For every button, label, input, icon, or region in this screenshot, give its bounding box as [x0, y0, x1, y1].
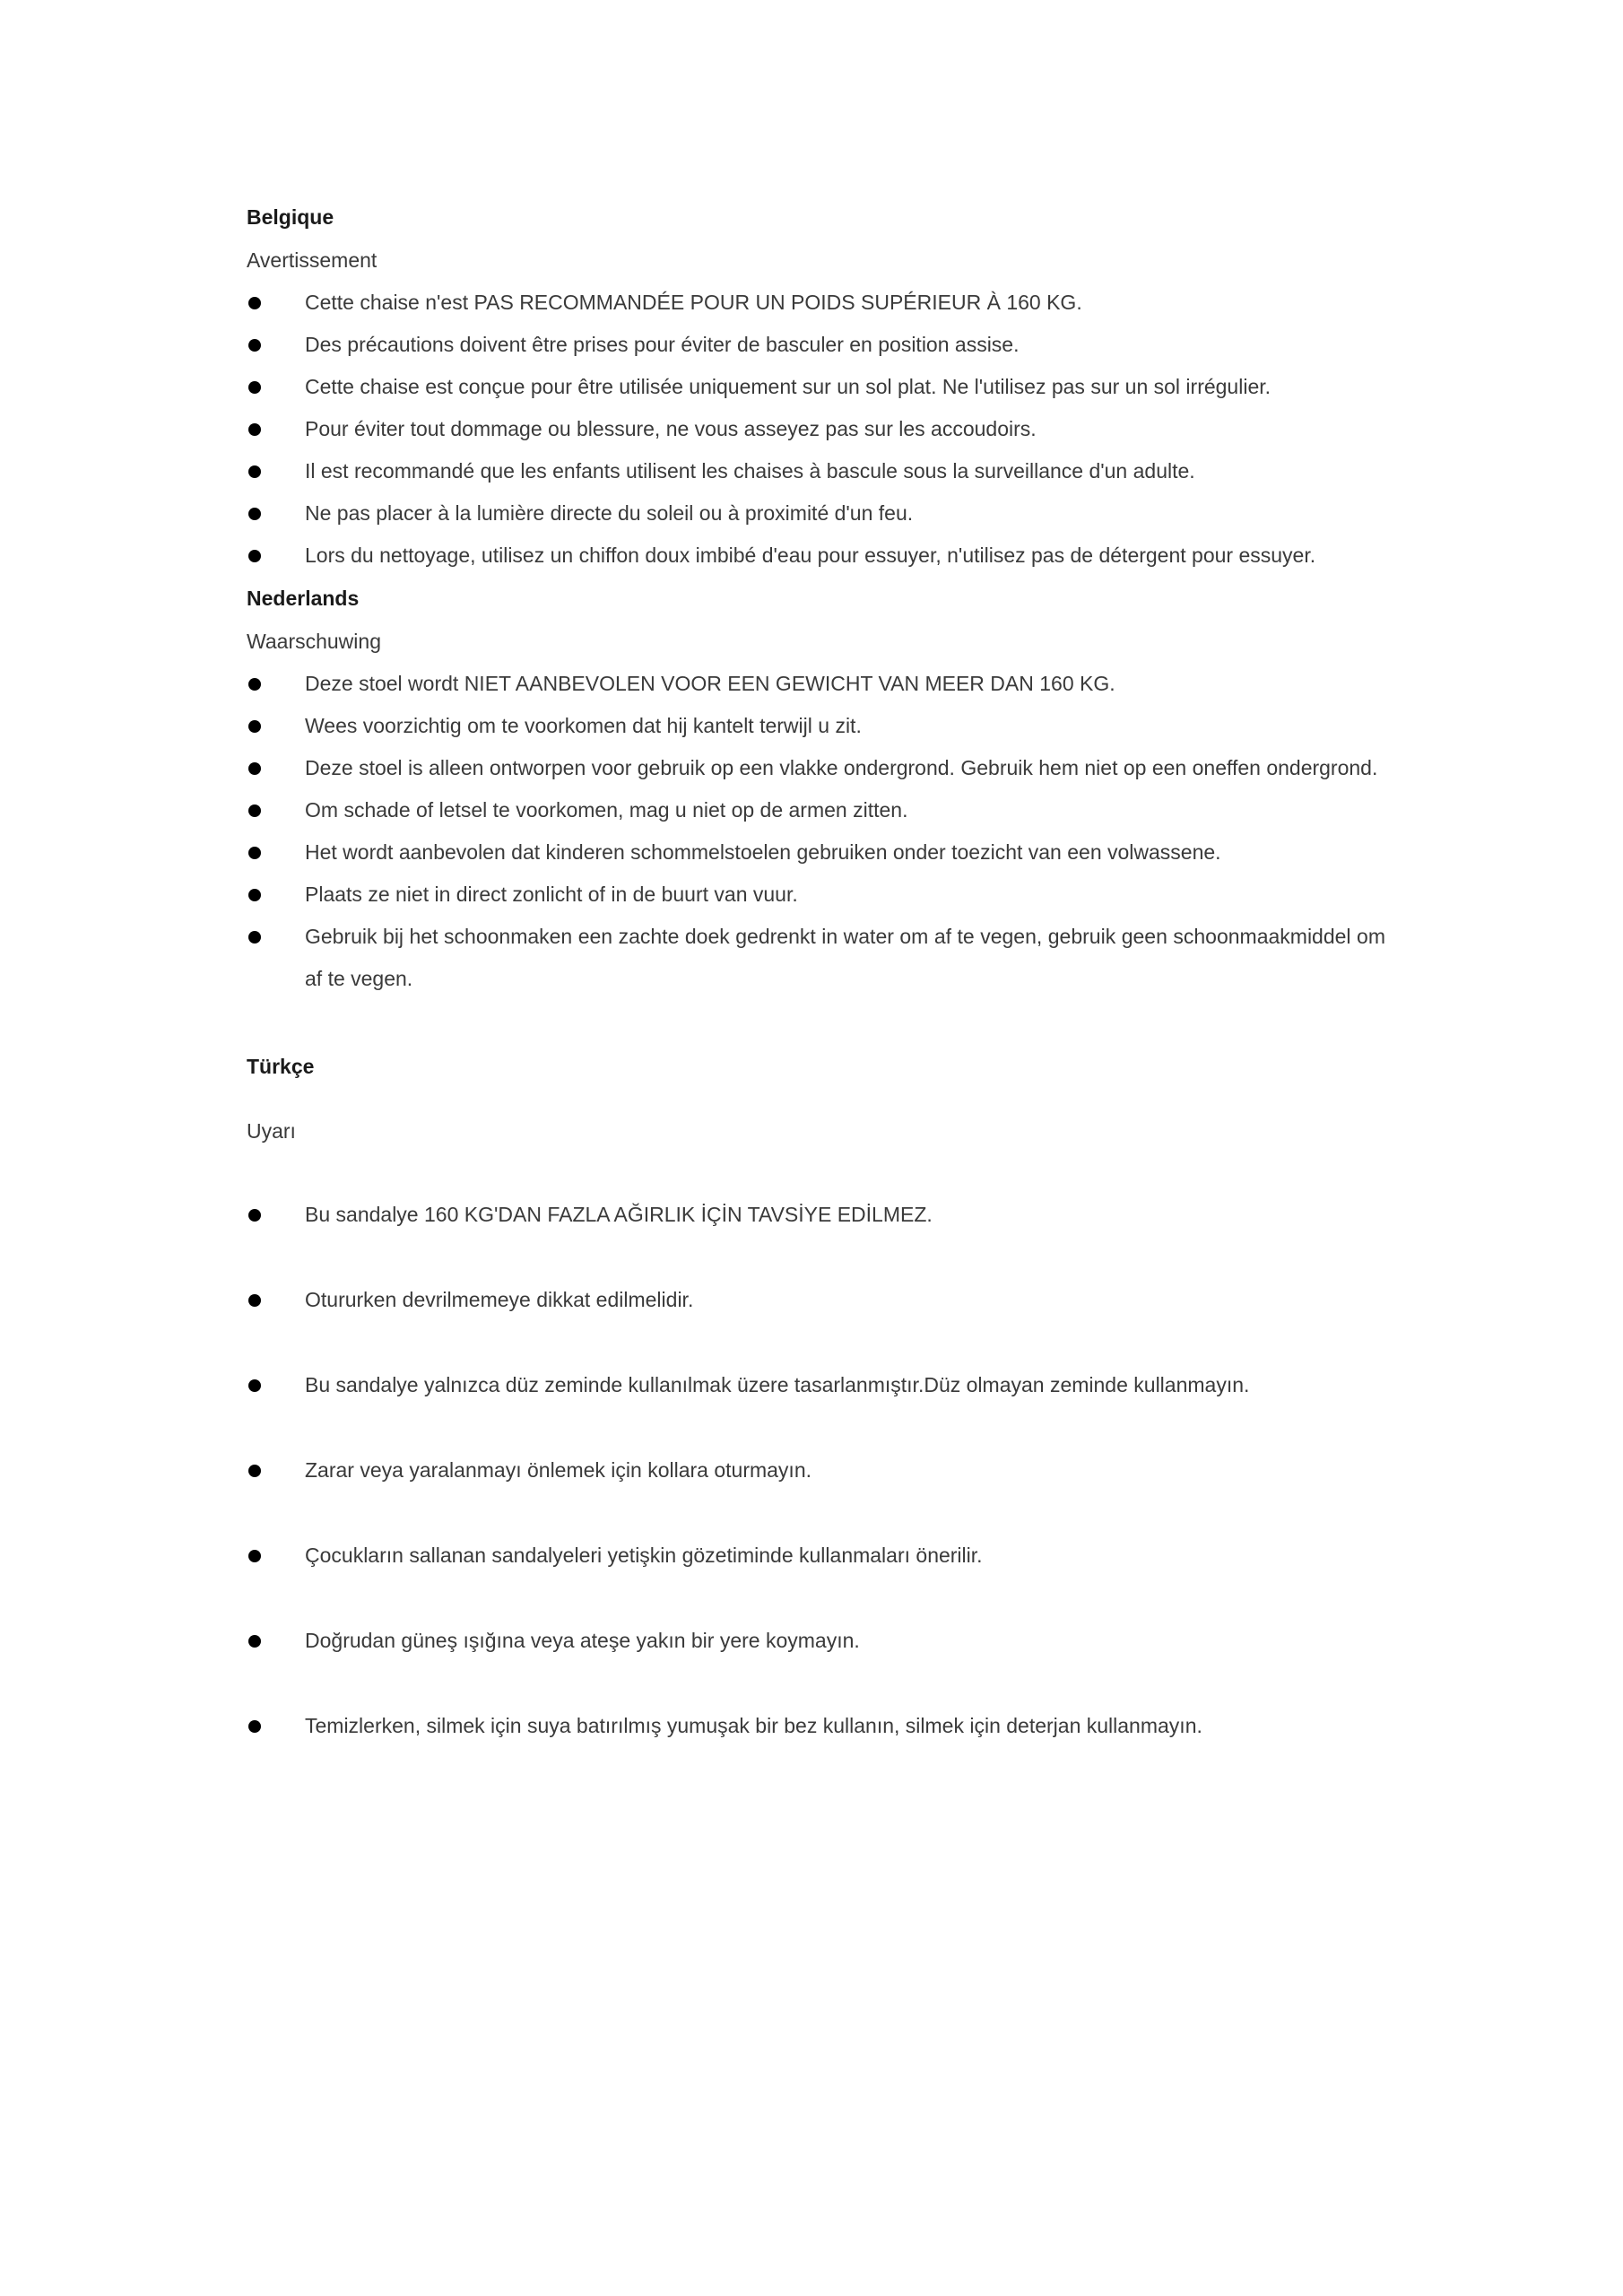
list-item-text: Om schade of letsel te voorkomen, mag u niet op de armen zitten.	[305, 798, 908, 822]
warning-list	[247, 1194, 1385, 1747]
bullet-icon	[248, 508, 261, 520]
list-item-text: Deze stoel wordt NIET AANBEVOLEN VOOR EEN GEWICHT VAN MEER DAN 160 KG.	[305, 672, 1115, 695]
bullet-icon	[248, 762, 261, 775]
list-item-text: Bu sandalye 160 KG'DAN FAZLA AĞIRLIK İÇİN TAVSİYE EDİLMEZ.	[305, 1203, 933, 1226]
list-item	[247, 324, 1385, 366]
bullet-icon	[248, 339, 261, 352]
list-item	[247, 492, 1385, 535]
list-item-text: Temizlerken, silmek için suya batırılmış yumuşak bir bez kullanın, silmek için deterjan kullanmayın.	[305, 1714, 1202, 1737]
bullet-icon	[248, 931, 261, 944]
list-item-text: Pour éviter tout dommage ou blessure, ne vous asseyez pas sur les accoudoirs.	[305, 417, 1037, 440]
list-item-text: Çocukların sallanan sandalyeleri yetişkin gözetiminde kullanmaları önerilir.	[305, 1544, 983, 1567]
bullet-icon	[248, 550, 261, 562]
bullet-icon	[248, 381, 261, 394]
list-item	[247, 1705, 1385, 1747]
list-item-text: Bu sandalye yalnızca düz zeminde kullanılmak üzere tasarlanmıştır.Düz olmayan zeminde kullanmayın.	[305, 1373, 1250, 1396]
list-item	[247, 705, 1385, 747]
list-item-text: Ne pas placer à la lumière directe du soleil ou à proximité d'un feu.	[305, 501, 914, 525]
list-item	[247, 1364, 1385, 1406]
section-belgique	[247, 196, 1385, 577]
list-item-text: Wees voorzichtig om te voorkomen dat hij kantelt terwijl u zit.	[305, 714, 862, 737]
section-subtitle: Avertissement	[247, 248, 378, 272]
list-item	[247, 282, 1385, 324]
list-item-text: Lors du nettoyage, utilisez un chiffon doux imbibé d'eau pour essuyer, n'utilisez pas de détergent pour essuyer.	[305, 544, 1316, 567]
list-item	[247, 747, 1385, 789]
list-item	[247, 663, 1385, 705]
bullet-icon	[248, 1465, 261, 1477]
list-item-text: Doğrudan güneş ışığına veya ateşe yakın bir yere koymayın.	[305, 1629, 860, 1652]
list-item	[247, 789, 1385, 831]
bullet-icon	[248, 1294, 261, 1307]
list-item-text: Zarar veya yaralanmayı önlemek için kollara oturmayın.	[305, 1458, 812, 1482]
bullet-icon	[248, 297, 261, 309]
bullet-icon	[248, 1379, 261, 1392]
list-item	[247, 1620, 1385, 1662]
bullet-icon	[248, 720, 261, 733]
list-item-text: Plaats ze niet in direct zonlicht of in de buurt van vuur.	[305, 883, 798, 906]
list-item-text: Deze stoel is alleen ontworpen voor gebruik op een vlakke ondergrond. Gebruik hem niet op een oneffen ondergrond.	[305, 756, 1378, 779]
list-item-text: Il est recommandé que les enfants utilisent les chaises à bascule sous la surveillance d'un adulte.	[305, 459, 1195, 483]
warning-list	[247, 282, 1385, 577]
list-item	[247, 450, 1385, 492]
list-item-text: Het wordt aanbevolen dat kinderen schommelstoelen gebruiken onder toezicht van een volwassene.	[305, 840, 1221, 864]
section-turkce	[247, 1045, 1385, 1747]
section-title: Belgique	[247, 205, 334, 229]
list-item	[247, 1279, 1385, 1321]
bullet-icon	[248, 423, 261, 436]
bullet-icon	[248, 804, 261, 817]
list-item-text: Cette chaise n'est PAS RECOMMANDÉE POUR UN POIDS SUPÉRIEUR À 160 KG.	[305, 291, 1082, 314]
list-item	[247, 535, 1385, 577]
bullet-icon	[248, 847, 261, 859]
section-nederlands	[247, 577, 1385, 1000]
list-item-text: Otururken devrilmemeye dikkat edilmelidir.	[305, 1288, 694, 1311]
list-item	[247, 1535, 1385, 1577]
bullet-icon	[248, 1635, 261, 1648]
section-title: Nederlands	[247, 587, 360, 610]
list-item	[247, 874, 1385, 916]
section-subtitle: Waarschuwing	[247, 630, 381, 653]
document-page	[247, 196, 1385, 1790]
bullet-icon	[248, 465, 261, 478]
list-item-text: Gebruik bij het schoonmaken een zachte doek gedrenkt in water om af te vegen, gebruik geen schoonmaakmiddel om af te vegen.	[305, 925, 1385, 990]
warning-list	[247, 663, 1385, 1000]
list-item-text: Des précautions doivent être prises pour éviter de basculer en position assise.	[305, 333, 1020, 356]
list-item	[247, 408, 1385, 450]
list-item-text: Cette chaise est conçue pour être utilisée uniquement sur un sol plat. Ne l'utilisez pas sur un sol irrégulier.	[305, 375, 1271, 398]
list-item	[247, 831, 1385, 874]
bullet-icon	[248, 1720, 261, 1733]
bullet-icon	[248, 889, 261, 901]
bullet-icon	[248, 678, 261, 691]
bullet-icon	[248, 1209, 261, 1222]
list-item	[247, 1194, 1385, 1236]
list-item	[247, 1449, 1385, 1492]
section-subtitle: Uyarı	[247, 1119, 296, 1143]
list-item	[247, 366, 1385, 408]
list-item	[247, 916, 1385, 1000]
bullet-icon	[248, 1550, 261, 1562]
section-title: Türkçe	[247, 1055, 315, 1078]
